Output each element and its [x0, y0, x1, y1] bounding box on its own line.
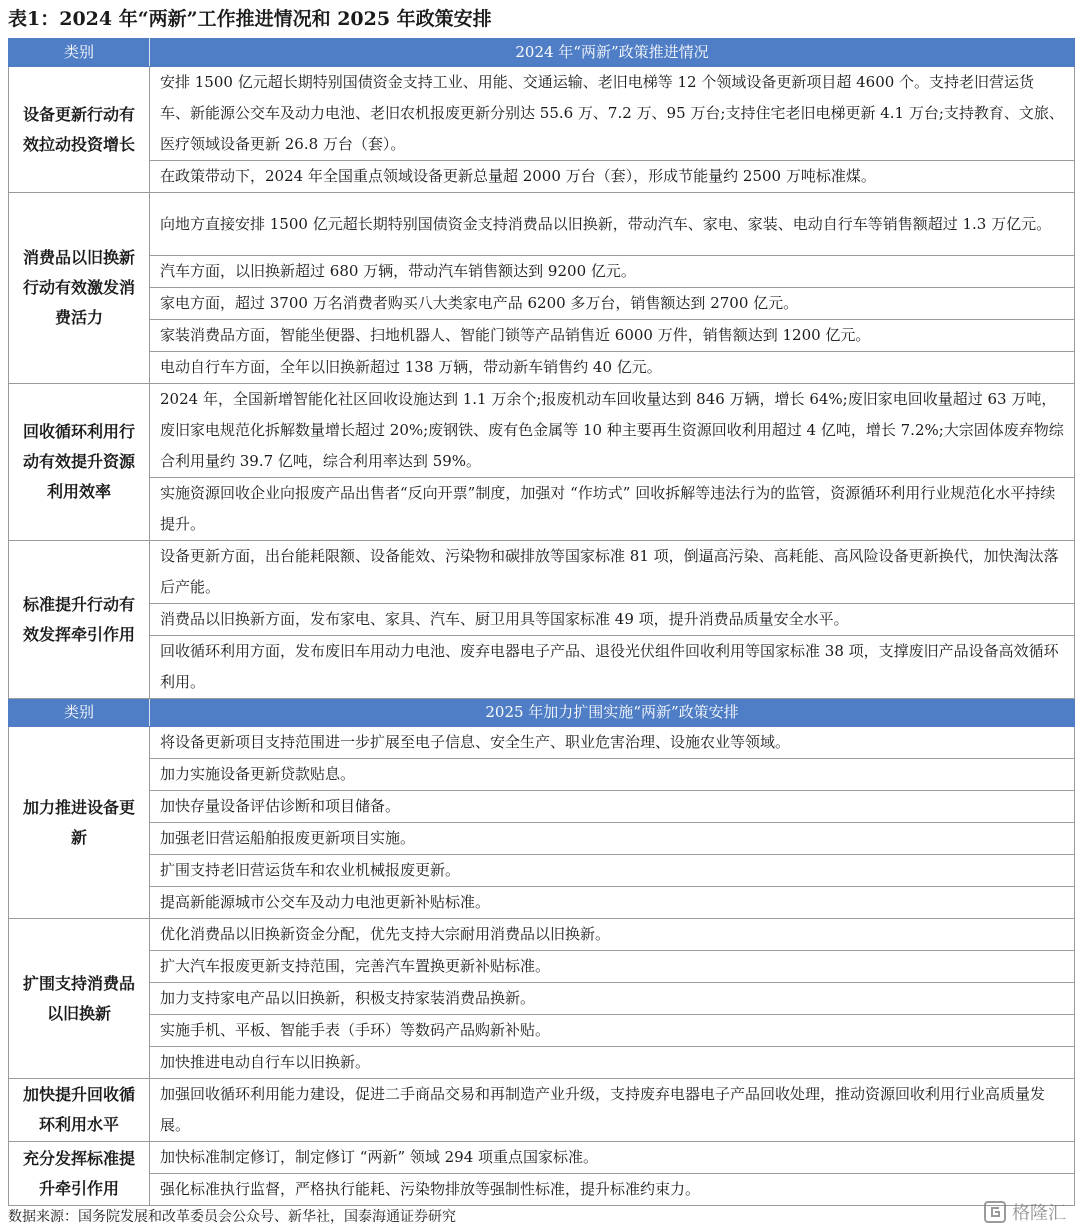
table-row — [9, 855, 1075, 887]
category-cell: 充分发挥标准提升牵引作用 — [9, 1142, 150, 1206]
table-row — [9, 727, 1075, 759]
item-cell: 加快推进电动自行车以旧换新。 — [150, 1047, 1075, 1079]
category-cell: 回收循环利用行动有效提升资源利用效率 — [9, 384, 150, 541]
item-cell: 加强回收循环利用能力建设，促进二手商品交易和再制造产业升级，支持废弃电器电子产品回收处理，推动资源回收利用行业高质量发展。 — [150, 1079, 1075, 1142]
table-row — [9, 384, 1075, 478]
item-cell: 汽车方面，以旧换新超过 680 万辆，带动汽车销售额达到 9200 亿元。 — [150, 256, 1075, 288]
item-cell: 扩围支持老旧营运货车和农业机械报废更新。 — [150, 855, 1075, 887]
category-cell: 消费品以旧换新行动有效激发消费活力 — [9, 193, 150, 384]
item-cell: 扩大汽车报废更新支持范围，完善汽车置换更新补贴标准。 — [150, 951, 1075, 983]
table-row — [9, 919, 1075, 951]
header-category: 类别 — [9, 39, 150, 67]
header-content: 2025 年加力扩围实施“两新”政策安排 — [150, 699, 1075, 727]
item-cell: 设备更新方面，出台能耗限额、设备能效、污染物和碳排放等国家标准 81 项，倒逼高污染、高耗能、高风险设备更新换代，加快淘汰落后产能。 — [150, 541, 1075, 604]
table-row — [9, 1079, 1075, 1142]
category-cell: 加力推进设备更新 — [9, 727, 150, 919]
header-content: 2024 年“两新”政策推进情况 — [150, 39, 1075, 67]
section1-header-row — [9, 39, 1075, 67]
table-row — [9, 352, 1075, 384]
table-row — [9, 67, 1075, 161]
item-cell: 加快存量设备评估诊断和项目储备。 — [150, 791, 1075, 823]
category-cell: 标准提升行动有效发挥牵引作用 — [9, 541, 150, 699]
item-cell: 实施资源回收企业向报废产品出售者“反向开票”制度，加强对 “作坊式” 回收拆解等违法行为的监管，资源循环利用行业规范化水平持续提升。 — [150, 478, 1075, 541]
watermark-text: 格隆汇 — [1012, 1203, 1066, 1224]
category-cell: 扩围支持消费品以旧换新 — [9, 919, 150, 1079]
table-row — [9, 478, 1075, 541]
table-row — [9, 320, 1075, 352]
item-cell: 向地方直接安排 1500 亿元超长期特别国债资金支持消费品以旧换新，带动汽车、家电、家装、电动自行车等销售额超过 1.3 万亿元。 — [150, 193, 1075, 256]
table-row — [9, 791, 1075, 823]
watermark — [984, 1198, 1066, 1226]
table-row — [9, 759, 1075, 791]
table-row — [9, 1174, 1075, 1206]
item-cell: 回收循环利用方面，发布废旧车用动力电池、废弃电器电子产品、退役光伏组件回收利用等国家标准 38 项，支撑废旧产品设备高效循环利用。 — [150, 636, 1075, 699]
header-category: 类别 — [9, 699, 150, 727]
item-cell: 家电方面，超过 3700 万名消费者购买八大类家电产品 6200 多万台，销售额达到 2700 亿元。 — [150, 288, 1075, 320]
table-row — [9, 541, 1075, 604]
table-row — [9, 636, 1075, 699]
table-row — [9, 161, 1075, 193]
table-row — [9, 1142, 1075, 1174]
table-row — [9, 1047, 1075, 1079]
category-cell: 加快提升回收循环利用水平 — [9, 1079, 150, 1142]
item-cell: 提高新能源城市公交车及动力电池更新补贴标准。 — [150, 887, 1075, 919]
gelonghui-logo-icon — [984, 1201, 1006, 1223]
item-cell: 电动自行车方面，全年以旧换新超过 138 万辆，带动新车销售约 40 亿元。 — [150, 352, 1075, 384]
item-cell: 家装消费品方面，智能坐便器、扫地机器人、智能门锁等产品销售近 6000 万件，销售额达到 1200 亿元。 — [150, 320, 1075, 352]
table-row — [9, 288, 1075, 320]
item-cell: 消费品以旧换新方面，发布家电、家具、汽车、厨卫用具等国家标准 49 项，提升消费品质量安全水平。 — [150, 604, 1075, 636]
item-cell: 优化消费品以旧换新资金分配，优先支持大宗耐用消费品以旧换新。 — [150, 919, 1075, 951]
table-row — [9, 983, 1075, 1015]
table-row — [9, 256, 1075, 288]
table-row — [9, 193, 1075, 256]
item-cell: 在政策带动下，2024 年全国重点领域设备更新总量超 2000 万台（套），形成节能量约 2500 万吨标准煤。 — [150, 161, 1075, 193]
item-cell: 加力支持家电产品以旧换新，积极支持家装消费品换新。 — [150, 983, 1075, 1015]
table-row — [9, 604, 1075, 636]
table-row — [9, 951, 1075, 983]
policy-table — [8, 38, 1075, 1206]
item-cell: 2024 年，全国新增智能化社区回收设施达到 1.1 万余个;报废机动车回收量达到 846 万辆，增长 64%;废旧家电回收量超过 63 万吨，废旧家电规范化拆解数量增长超过 20%;废钢铁、废有色金属等 10 种主要再生资源回收利用超过 4 亿吨，增长 7.2%;大宗固体废弃物综合利用量约 39.7 亿吨，综合利用率达到 59%。 — [150, 384, 1075, 478]
item-cell: 将设备更新项目支持范围进一步扩展至电子信息、安全生产、职业危害治理、设施农业等领域。 — [150, 727, 1075, 759]
item-cell: 加快标准制定修订，制定修订 “两新” 领域 294 项重点国家标准。 — [150, 1142, 1075, 1174]
table-row — [9, 1015, 1075, 1047]
item-cell: 安排 1500 亿元超长期特别国债资金支持工业、用能、交通运输、老旧电梯等 12 个领域设备更新项目超 4600 个。支持老旧营运货车、新能源公交车及动力电池、老旧农机报废更新分别达 55.6 万、7.2 万、95 万台;支持住宅老旧电梯更新 4.1 万台;支持教育、文旅、医疗领域设备更新 26.8 万台（套）。 — [150, 67, 1075, 161]
item-cell: 强化标准执行监督，严格执行能耗、污染物排放等强制性标准，提升标准约束力。 — [150, 1174, 1075, 1206]
table-title: 表1：2024 年“两新”工作推进情况和 2025 年政策安排 — [8, 8, 492, 30]
section2-header-row — [9, 699, 1075, 727]
item-cell: 实施手机、平板、智能手表（手环）等数码产品购新补贴。 — [150, 1015, 1075, 1047]
table-row — [9, 887, 1075, 919]
item-cell: 加强老旧营运船舶报废更新项目实施。 — [150, 823, 1075, 855]
table-row — [9, 823, 1075, 855]
item-cell: 加力实施设备更新贷款贴息。 — [150, 759, 1075, 791]
category-cell: 设备更新行动有效拉动投资增长 — [9, 67, 150, 193]
source-note: 数据来源：国务院发展和改革委员会公众号、新华社，国泰海通证券研究 — [8, 1209, 456, 1225]
